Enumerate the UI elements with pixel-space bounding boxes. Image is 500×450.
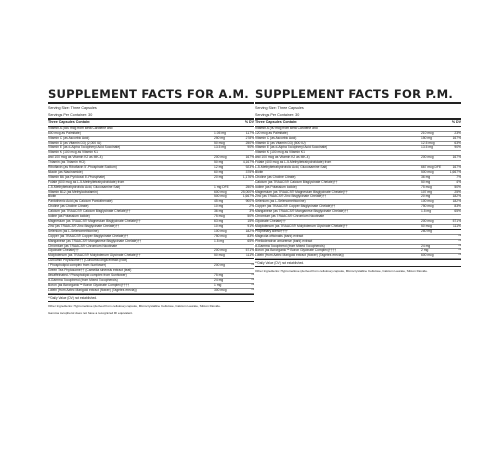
- pm-nutrient-amount: [421, 240, 447, 244]
- am-col-dv: % DV: [244, 120, 254, 125]
- am-nutrient-amount: 500 mcg: [214, 194, 227, 199]
- am-nutrient-dv: 167%: [245, 155, 254, 160]
- am-nutrient-dv: 1,667%: [242, 194, 254, 199]
- pm-nutrient-name: Calcium (as TRAACS® Calcium Bisglycinate Chelate)††: [255, 179, 338, 184]
- pm-nutrient-name: Magnesium (as TRAACS® Magnesium Bisglycinate Chelate)††: [255, 189, 348, 194]
- pm-nutrient-amount: 2 mg: [421, 248, 429, 253]
- pm-nutrient-dv: 182%: [452, 199, 461, 204]
- pm-nutrient-amount: 600 mcg: [421, 253, 434, 258]
- pm-nutrient-name: d-Gamma Tocopherol (from Mixed Tocopherols): [255, 243, 325, 248]
- am-nutrient-dv: 65%: [247, 238, 254, 243]
- pm-nutrient-dv: **: [458, 233, 461, 238]
- am-nutrient-name: Vitamin B6 (as Pyridoxal 5'-Phosphate): [48, 174, 106, 179]
- am-title: SUPPLEMENT FACTS FOR A.M.: [48, 88, 254, 104]
- am-nutrient-amount: 24 mg: [214, 277, 224, 282]
- pm-nutrient-name: Zinc (as TRAACS® Zinc Bisglycinate Chelate)††: [255, 194, 327, 199]
- pm-nutrient-name: Folate (400 mcg as L-5-Methyltetrahydrofolate) from: [255, 160, 332, 165]
- am-col-contains: Three Capsules Contain:: [48, 120, 91, 125]
- am-nutrient-amount: 50 mg: [214, 160, 224, 165]
- am-nutrient-name: decaffeinated / Phospholipid complex from Sunflower): [48, 272, 127, 277]
- pm-nutrient-amount: 12.5 mcg: [421, 140, 435, 145]
- pm-col-contains: Three Capsules Contain:: [255, 120, 298, 125]
- pm-nutrient-name: L-5-Methyltetrahydrofolic Acid, Glucosamine Salt): [255, 165, 328, 170]
- pm-nutrient-dv: 25%: [454, 189, 461, 194]
- am-nutrient-name: Biotin: [48, 194, 57, 199]
- pm-nutrient-amount: 150 mg: [421, 135, 432, 140]
- pm-nutrient-name: Glycinate Chelate)††: [255, 219, 286, 223]
- pm-nutrient-name: Vitamin E (as d-Alpha Tocopheryl Acid Succinate): [255, 145, 328, 150]
- am-nutrient-name: Copper (as TRAACS® Copper Bisglycinate Chelate)††: [48, 233, 129, 238]
- am-nutrient-name: d-Gamma Tocopherol (from Mixed Tocopherols): [48, 277, 118, 282]
- am-nutrient-dv: 278%: [245, 135, 254, 140]
- am-nutrient-name: Magnesium (as TRAACS® Magnesium Bisglycinate Chelate)††: [48, 219, 141, 223]
- am-nutrient-amount: 750 mcg: [214, 233, 227, 238]
- pm-nutrient-dv: 1,667%: [449, 169, 461, 174]
- am-nutrient-dv: 4,167%: [242, 160, 254, 165]
- am-nutrient-dv: **: [251, 287, 254, 292]
- pm-nutrient-name: Manganese (as TRAACS® Manganese Bisglycinate Chelate)††: [255, 209, 349, 214]
- am-nutrient-dv: 375%: [245, 169, 254, 174]
- pm-nutrient-name: Selenium (as L-Selenomethionine): [255, 199, 306, 204]
- pm-nutrient-name: Chromium (as TRAACS® Chromium Nicotinate: [255, 214, 325, 219]
- am-nutrient-amount: 20 mg: [214, 174, 224, 179]
- am-nutrient-dv: 91%: [247, 223, 254, 228]
- am-nutrient-name: L-5-Methyltetrahydrofolic Acid, Glucosamine Salt): [48, 184, 121, 189]
- pm-nutrient-amount: 200 mcg: [421, 155, 434, 160]
- pm-nutrient-dv: 182%: [452, 194, 461, 199]
- am-nutrient-name: Riboflavin (as Riboflavin 5'-Phosphate Sodium): [48, 165, 117, 170]
- pm-nutrient-dv: 7%: [456, 174, 461, 179]
- pm-nutrient-name: Choline (as Choline Citrate): [255, 174, 296, 179]
- am-nutrient-dv: 182%: [245, 228, 254, 233]
- pm-nutrient-amount: 50 mcg: [421, 223, 432, 228]
- am-other-ingredients: Other Ingredients: Hypromellose (derived from cellulose) capsule, Microcrystalline Cellulose, Calcium Laurate, Silicon Dioxide.: [48, 303, 221, 308]
- pm-nutrient-name: Biotin: [255, 169, 264, 174]
- pm-nutrient-name: Boron (as Bororganic™ Boron Glycinate Complex)††††: [255, 248, 337, 253]
- pm-nutrient-amount: 75 mcg: [421, 184, 432, 189]
- am-nutrient-amount: 13.5 mg: [214, 145, 226, 150]
- am-nutrient-amount: 100 mcg: [214, 228, 227, 233]
- am-nutrient-name: Boron (as Bororganic™ Boron Glycinate Complex)††††: [48, 282, 130, 287]
- pm-nutrient-amount: 1.5 mg: [421, 209, 432, 214]
- pm-nutrient-amount: 24 mg: [421, 243, 431, 248]
- pm-nutrient-amount: 210 mcg: [421, 130, 434, 135]
- pm-nutrient-amount: 667 mcg DFE: [421, 165, 442, 170]
- am-nutrient-name: Selenium (as L-Selenomethionine): [48, 228, 99, 233]
- am-nutrient-dv: 50%: [247, 214, 254, 219]
- pm-nutrient-name: and 100 mcg as Vitamin K2 as MK-4): [255, 155, 310, 160]
- pm-nutrient-name: 120 mcg as Palmitate): [255, 130, 288, 135]
- pm-nutrient-name: Phellodendron amurense (bark) extract: [255, 238, 313, 243]
- pm-col-dv: % DV: [451, 120, 461, 125]
- am-nutrient-name: Pantothenic Acid (as Calcium Pantothenate): [48, 199, 113, 204]
- pm-nutrient-dv: 83%: [454, 204, 461, 209]
- am-servings-per-container: Servings Per Container: 30: [48, 112, 93, 117]
- am-footnote: **Daily Value (DV) not established.: [48, 294, 254, 302]
- am-nutrient-name: 600 mcg as Palmitate): [48, 130, 81, 135]
- pm-nutrient-name: Iodine (as Potassium Iodide): [255, 184, 297, 189]
- am-nutrient-name: Vitamin D (as Vitamin D3) (2,000 IU): [48, 140, 102, 145]
- am-nutrient-amount: 50 mcg: [214, 140, 225, 145]
- am-nutrient-rows: [48, 127, 254, 294]
- pm-nutrient-dv: 167%: [452, 135, 461, 140]
- am-nutrient-dv: **: [251, 263, 254, 268]
- pm-nutrient-name: Molybdenum (as TRAACS® Molybdenum Glycinate Chelate)††: [255, 223, 348, 228]
- am-nutrient-name: Niacin (as Niacinamide): [48, 169, 83, 174]
- am-nutrient-dv: 25,000%: [240, 189, 254, 194]
- am-nutrient-amount: 60 mg: [214, 169, 224, 174]
- pm-nutrient-amount: [421, 235, 447, 239]
- pm-nutrient-dv: **: [458, 243, 461, 248]
- pm-nutrient-name: Vitamin D (as Vitamin D3) (500 IU): [255, 140, 306, 145]
- pm-nutrient-dv: 23%: [454, 130, 461, 135]
- pm-nutrient-dv: 65%: [454, 209, 461, 214]
- am-nutrient-name: Molybdenum (as TRAACS® Molybdenum Glycinate Chelate)††: [48, 253, 141, 258]
- pm-serving-size: Serving Size: Three Capsules: [255, 106, 304, 110]
- am-nutrient-dv: 571%: [245, 248, 254, 253]
- am-nutrient-name: Vitamin B12 (as Methylcobalamin): [48, 189, 98, 194]
- am-nutrient-name: Lutein (from Aztec Marigold extract (flower) (Tagetes erecta)): [48, 287, 137, 292]
- pm-nutrient-amount: 20 mg: [421, 194, 431, 199]
- pm-nutrient-dv: 167%: [452, 165, 461, 170]
- pm-nutrient-dv: 90%: [454, 145, 461, 150]
- pm-other-ingredients: Other Ingredients: Hypromellose (derived from cellulose) capsule, Microcrystalline Cellulose, Calcium Laurate, Silicon Dioxide.: [255, 269, 428, 274]
- am-nutrient-amount: 300 mcg: [214, 287, 227, 292]
- pm-nutrient-rows: [255, 127, 461, 259]
- am-note: Gamma tocopherol does not have a recognized RI equivalent.: [48, 310, 133, 315]
- pm-nutrient-dv: 167%: [452, 155, 461, 160]
- pm-title: SUPPLEMENT FACTS FOR P.M.: [255, 88, 461, 104]
- am-nutrient-amount: 1 mg DFE: [214, 184, 229, 189]
- am-nutrient-amount: 50 mcg: [214, 253, 225, 258]
- am-nutrient-amount: 1.5 mg: [214, 238, 225, 243]
- am-nutrient-name: Thiamin (as Thiamin HCl): [48, 160, 86, 165]
- am-nutrient-amount: 600 mcg: [214, 189, 227, 194]
- am-nutrient-dv: 15%: [247, 219, 254, 223]
- pm-nutrient-amount: 107 mg: [421, 189, 432, 194]
- pm-nutrient-name: Vitamin C (as Ascorbic Acid): [255, 135, 297, 140]
- am-nutrient-name: Vitamin A (450 mcg from Beta Carotene and: [48, 125, 113, 130]
- pm-nutrient-amount: 36 mg: [421, 174, 431, 179]
- am-nutrient-dv: 111%: [246, 253, 254, 258]
- am-nutrient-amount: 12 mg: [214, 165, 224, 170]
- am-nutrient-dv: 3%: [249, 209, 254, 214]
- am-nutrient-amount: 75 mg: [214, 272, 224, 277]
- am-nutrient-amount: 63 mg: [214, 219, 224, 223]
- pm-nutrient-amount: 100 mcg: [421, 199, 434, 204]
- pm-supplement-facts-panel: [255, 88, 461, 274]
- am-nutrient-amount: 10 mg: [214, 204, 224, 209]
- am-nutrient-amount: 75 mcg: [214, 214, 225, 219]
- am-nutrient-amount: 200 mcg: [214, 155, 227, 160]
- am-nutrient-name: Vitamin C (as Ascorbic Acid): [48, 135, 90, 140]
- am-serving-size: Serving Size: Three Capsules: [48, 106, 97, 110]
- am-nutrient-amount: 1.05 mg: [214, 130, 226, 135]
- pm-nutrient-dv: **: [458, 238, 461, 243]
- pm-nutrient-dv: 571%: [452, 219, 461, 223]
- am-nutrient-amount: 250 mg: [214, 135, 225, 140]
- pm-nutrient-dv: **: [458, 248, 461, 253]
- pm-nutrient-amount: 50 mg: [421, 179, 431, 184]
- am-nutrient-name: / Phospholipid complex from Sunflower): [48, 263, 107, 268]
- am-nutrient-dv: **: [251, 282, 254, 287]
- am-nutrient-dv: 250%: [245, 140, 254, 145]
- am-nutrient-amount: 36 mg: [214, 209, 224, 214]
- am-nutrient-amount: 10 mg: [214, 223, 224, 228]
- pm-nutrient-name: Vitamin K (100 mcg as Vitamin K1: [255, 150, 305, 155]
- am-nutrient-name: Manganese (as TRAACS® Manganese Bisglycinate Chelate)††: [48, 238, 142, 243]
- am-nutrient-amount: 45 mg: [214, 199, 224, 204]
- am-nutrient-name: Vitamin E (as d-Alpha Tocopheryl Acid Succinate): [48, 145, 121, 150]
- am-nutrient-dv: **: [251, 277, 254, 282]
- pm-nutrient-dv: 111%: [453, 223, 461, 228]
- pm-nutrient-amount: 260 mg: [421, 228, 432, 233]
- am-nutrient-name: Iodine (as Potassium Iodide): [48, 214, 90, 219]
- am-nutrient-dv: 117%: [245, 130, 254, 135]
- am-nutrient-dv: **: [251, 272, 254, 277]
- am-nutrient-dv: 250%: [245, 184, 254, 189]
- am-nutrient-name: Zinc (as TRAACS® Zinc Bisglycinate Chelate)††: [48, 223, 120, 228]
- am-nutrient-name: Green Tea Phytosome†† (Camellia sinensis extract (leaf): [48, 268, 132, 273]
- am-nutrient-dv: 900%: [245, 199, 254, 204]
- pm-nutrient-name: Magnolia officinalis (bark) extract: [255, 233, 304, 238]
- pm-nutrient-name: Proprietary Blend††††: [255, 228, 288, 233]
- pm-nutrient-name: Copper (as TRAACS® Copper Bisglycinate Chelate)††: [255, 204, 336, 209]
- am-nutrient-name: Calcium (as TRAACS® Calcium Bisglycinate Chelate)††: [48, 209, 131, 214]
- am-nutrient-dv: 2%: [249, 204, 254, 209]
- am-nutrient-name: Chromium (as TRAACS® Chromium Nicotinate: [48, 243, 118, 248]
- am-nutrient-name: Glycinate Chelate)††: [48, 248, 79, 253]
- pm-nutrient-amount: 13.5 mg: [421, 145, 433, 150]
- pm-nutrient-amount: 500 mcg: [421, 169, 434, 174]
- am-nutrient-name: Curcumin Phytosome†† (Curcuma longa extract (root): [48, 258, 128, 263]
- am-nutrient-dv: 1,176%: [242, 174, 254, 179]
- am-nutrient-name: Folate (600 mcg as L-5-Methyltetrahydrofolate) from: [48, 179, 125, 184]
- pm-nutrient-amount: 200 mcg: [421, 219, 434, 223]
- am-nutrient-amount: 200 mg: [214, 263, 225, 268]
- pm-nutrient-dv: **: [458, 253, 461, 258]
- pm-nutrient-dv: 63%: [454, 140, 461, 145]
- pm-nutrient-amount: 750 mcg: [421, 204, 434, 209]
- am-nutrient-amount: 1 mg: [214, 282, 222, 287]
- am-nutrient-dv: 83%: [247, 233, 254, 238]
- pm-servings-per-container: Servings Per Container: 30: [255, 112, 300, 117]
- pm-nutrient-name: Lutein (from Aztec Marigold extract (flower) (Tagetes erecta)): [255, 253, 344, 258]
- pm-nutrient-name: Vitamin A (90 mcg from Beta Carotene and: [255, 125, 318, 130]
- am-nutrient-name: and 100 mcg as Vitamin K2 as MK-4): [48, 155, 103, 160]
- am-supplement-facts-panel: [48, 88, 254, 315]
- am-nutrient-name: Vitamin K (100 mcg as Vitamin K1: [48, 150, 98, 155]
- pm-footnote: **Daily Value (DV) not established.: [255, 259, 461, 267]
- pm-nutrient-dv: 50%: [454, 184, 461, 189]
- am-nutrient-amount: 200 mcg: [214, 248, 227, 253]
- am-nutrient-dv: 923%: [245, 165, 254, 170]
- pm-nutrient-dv: 4%: [456, 179, 461, 184]
- am-nutrient-name: Choline (as Choline Citrate): [48, 204, 89, 209]
- am-nutrient-dv: 90%: [247, 145, 254, 150]
